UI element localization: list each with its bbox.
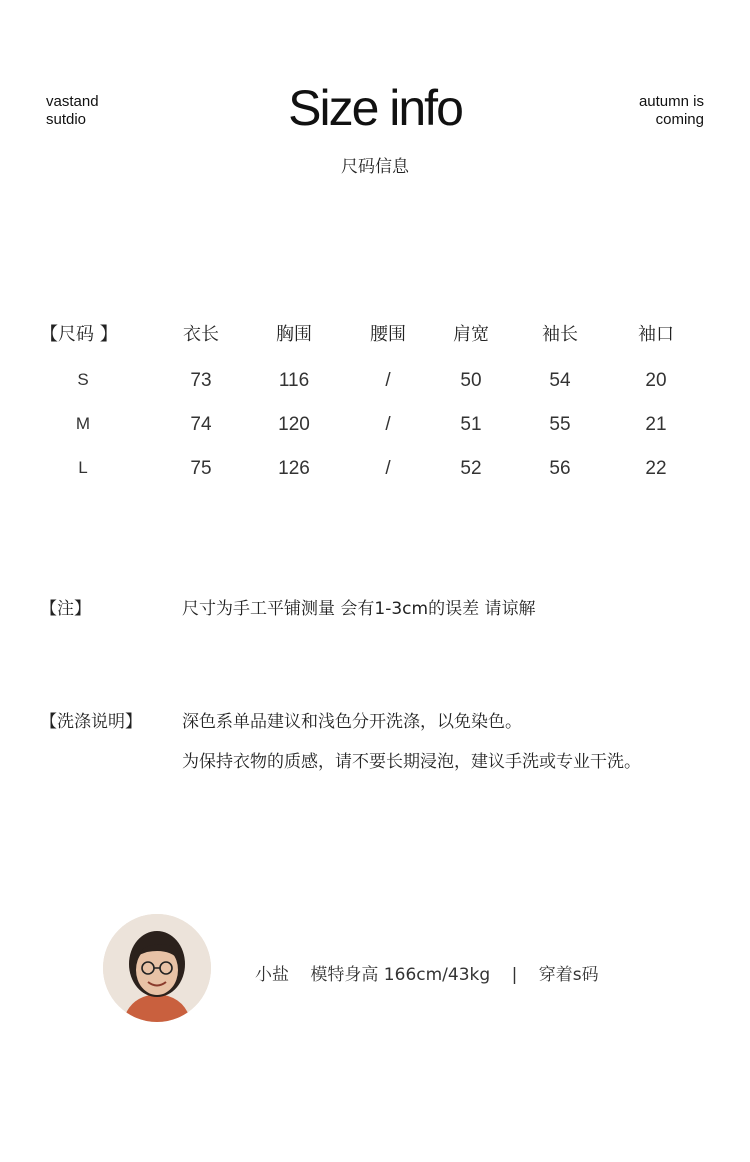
- note-text: 尺寸为手工平铺测量 会有1-3cm的误差 请谅解: [182, 599, 536, 619]
- column-header-shoulder: 肩宽: [453, 324, 489, 345]
- table-cell: 50: [460, 370, 482, 391]
- model-portrait-icon: [103, 914, 211, 1022]
- table-cell: 55: [549, 414, 571, 435]
- table-cell: /: [385, 458, 391, 479]
- model-divider: |: [511, 965, 518, 985]
- brand-right-line-1: autumn is: [638, 93, 704, 110]
- table-cell: /: [385, 370, 391, 391]
- table-cell: 120: [278, 414, 310, 435]
- page-subtitle: 尺码信息: [341, 157, 409, 177]
- table-cell: 22: [645, 458, 667, 479]
- column-header-length: 衣长: [183, 324, 219, 345]
- brand-right: [639, 93, 704, 129]
- table-cell: 54: [549, 370, 571, 391]
- table-row: [0, 370, 750, 414]
- model-description: [255, 960, 615, 985]
- table-cell: /: [385, 414, 391, 435]
- model-name: 小盐: [255, 965, 289, 985]
- washing-line-1: 深色系单品建议和浅色分开洗涤，以免染色。: [182, 712, 522, 732]
- column-header-size: 【尺码 】: [40, 324, 118, 345]
- table-cell: 74: [190, 414, 212, 435]
- table-row: [0, 414, 750, 458]
- note-label: 【注】: [40, 599, 91, 619]
- size-table: [0, 320, 750, 502]
- washing-line-2: 为保持衣物的质感，请不要长期浸泡，建议手洗或专业干洗。: [182, 752, 641, 772]
- model-size: 穿着s码: [538, 965, 599, 985]
- size-table-header: [0, 320, 750, 370]
- table-cell: 75: [190, 458, 212, 479]
- table-cell: 116: [278, 370, 310, 391]
- model-info: [103, 914, 723, 1022]
- table-cell: 52: [460, 458, 482, 479]
- table-cell: 56: [549, 458, 571, 479]
- column-header-waist: 腰围: [370, 324, 406, 345]
- table-cell: S: [77, 370, 89, 389]
- table-cell: 126: [278, 458, 310, 479]
- brand-left-line-1: vastand: [46, 93, 99, 110]
- table-row: [0, 458, 750, 502]
- table-cell: 20: [645, 370, 667, 391]
- column-header-sleeve-length: 袖长: [542, 324, 578, 345]
- table-cell: 73: [190, 370, 212, 391]
- brand-right-line-2: coming: [655, 111, 704, 128]
- page-title: Size info: [288, 80, 462, 136]
- washing-label: 【洗涤说明】: [40, 712, 142, 732]
- table-cell: 21: [645, 414, 667, 435]
- table-cell: L: [78, 458, 88, 477]
- column-header-cuff: 袖口: [638, 324, 674, 345]
- table-cell: M: [75, 414, 91, 433]
- brand-left-line-2: sutdio: [46, 111, 87, 128]
- column-header-chest: 胸围: [276, 324, 312, 345]
- model-height: 模特身高 166cm/43kg: [310, 965, 491, 985]
- table-cell: 51: [460, 414, 482, 435]
